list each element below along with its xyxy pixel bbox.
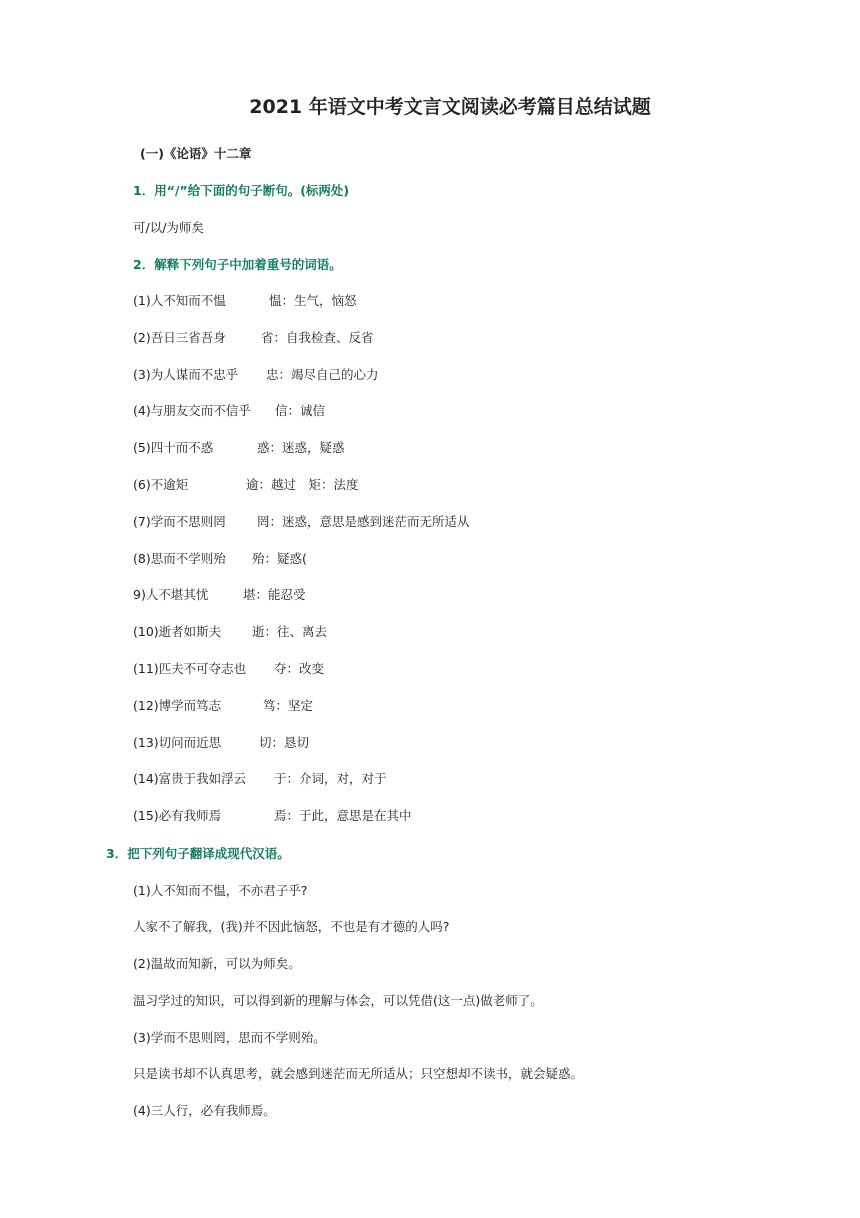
vocab-item — [133, 293, 357, 309]
vocab-item — [133, 514, 470, 530]
vocab-gloss: 逝：往、离去 — [252, 624, 328, 639]
vocab-gloss: 罔：迷惑，意思是感到迷茫而无所适从 — [257, 514, 470, 529]
question-1-answer: 可/以/为师矣 — [133, 220, 204, 235]
question-1-heading: 1．用“/”给下面的句子断句。(标两处) — [133, 183, 350, 198]
vocab-term: (6)不逾矩 — [133, 477, 189, 492]
vocab-gloss: 夺：改变 — [274, 661, 325, 676]
translation-line: 温习学过的知识，可以得到新的理解与体会，可以凭借(这一点)做老师了。 — [133, 993, 543, 1008]
vocab-item — [133, 771, 387, 787]
vocab-item — [133, 624, 327, 640]
vocab-term: 9)人不堪其忧 — [133, 587, 209, 602]
vocab-gloss: 惑：迷惑，疑惑 — [257, 440, 345, 455]
vocab-item — [133, 735, 309, 751]
vocab-gloss: 信：诚信 — [275, 403, 326, 418]
vocab-gloss: 省：自我检查、反省 — [261, 330, 374, 345]
vocab-item — [133, 698, 313, 714]
vocab-gloss: 忠：竭尽自己的心力 — [266, 367, 379, 382]
vocab-term: (3)为人谋而不忠乎 — [133, 367, 239, 382]
vocab-term: (11)匹夫不可夺志也 — [133, 661, 247, 676]
translation-line: (1)人不知而不愠，不亦君子乎? — [133, 883, 308, 898]
vocab-item — [133, 330, 374, 346]
translation-line: 人家不了解我，(我)并不因此恼怒，不也是有才德的人吗? — [133, 919, 450, 934]
vocab-term: (8)思而不学则殆 — [133, 551, 226, 566]
vocab-term: (5)四十而不惑 — [133, 440, 214, 455]
vocab-term: (15)必有我师焉 — [133, 808, 222, 823]
vocab-item — [133, 661, 324, 677]
vocab-gloss: 焉：于此，意思是在其中 — [274, 808, 412, 823]
vocab-gloss: 愠：生气，恼怒 — [269, 293, 357, 308]
vocab-term: (12)博学而笃志 — [133, 698, 222, 713]
vocab-term: (10)逝者如斯夫 — [133, 624, 222, 639]
page-title: 2021 年语文中考文言文阅读必考篇目总结试题 — [249, 96, 651, 118]
question-3-heading: 3．把下列句子翻译成现代汉语。 — [106, 846, 290, 861]
vocab-term: (1)人不知而不愠 — [133, 293, 226, 308]
vocab-term: (2)吾日三省吾身 — [133, 330, 226, 345]
question-2-heading: 2．解释下列句子中加着重号的词语。 — [133, 257, 342, 272]
translation-line: (3)学而不思则罔，思而不学则殆。 — [133, 1030, 326, 1045]
vocab-item — [133, 367, 379, 383]
vocab-item — [133, 440, 345, 456]
section-heading: (一)《论语》十二章 — [140, 146, 252, 161]
vocab-gloss: 堪：能忍受 — [243, 587, 306, 602]
vocab-gloss: 笃：坚定 — [263, 698, 314, 713]
vocab-term: (7)学而不思则罔 — [133, 514, 226, 529]
vocab-item — [133, 403, 325, 419]
vocab-gloss: 切：恳切 — [259, 735, 310, 750]
vocab-term: (14)富贵于我如浮云 — [133, 771, 247, 786]
vocab-gloss: 逾：越过 矩：法度 — [246, 477, 359, 492]
vocab-item — [133, 477, 359, 493]
vocab-item — [133, 808, 412, 824]
vocab-gloss: 于：介词，对，对于 — [274, 771, 387, 786]
vocab-item — [133, 587, 306, 603]
vocab-term: (13)切问而近思 — [133, 735, 222, 750]
vocab-item — [133, 551, 307, 567]
vocab-term: (4)与朋友交而不信乎 — [133, 403, 251, 418]
translation-line: (2)温故而知新，可以为师矣。 — [133, 956, 301, 971]
translation-line: (4)三人行，必有我师焉。 — [133, 1103, 276, 1118]
vocab-gloss: 殆：疑惑( — [252, 551, 307, 566]
translation-line: 只是读书却不认真思考，就会感到迷茫而无所适从；只空想却不读书，就会疑惑。 — [133, 1066, 584, 1081]
